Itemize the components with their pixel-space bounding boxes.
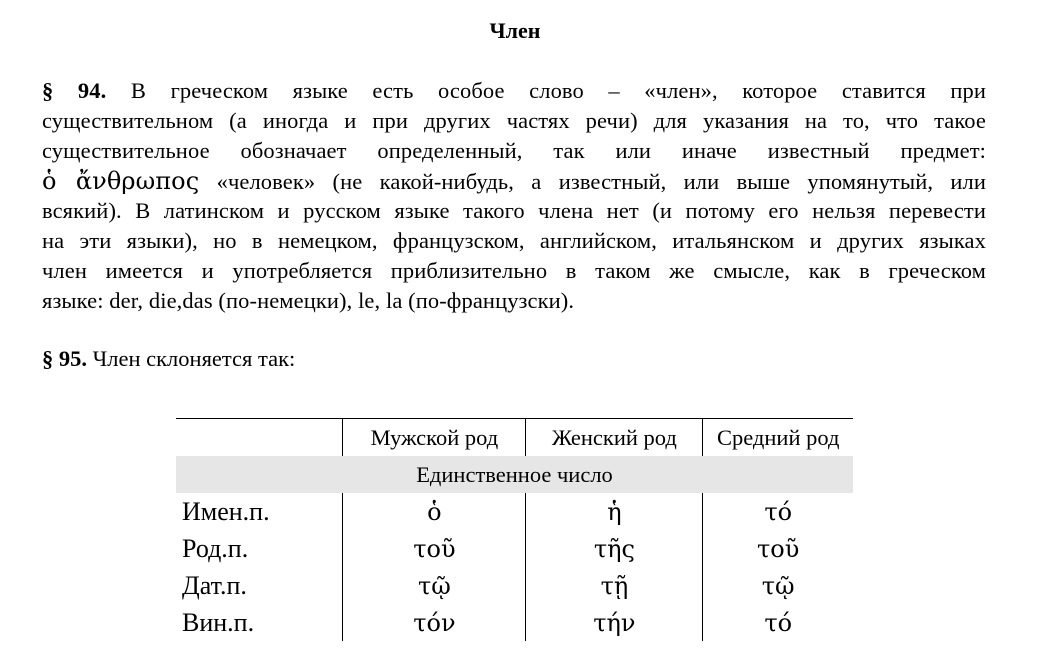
paragraph-line: § 94. В греческом языке есть особое слово – «член», которое ставится при [42,78,986,103]
paragraph-line: член имеется и употребляется приблизительно в таком же смысле, как в греческом [42,258,986,283]
case-label: Род.п. [182,533,249,563]
table-row [176,530,853,567]
masculine-form: τῷ [343,567,526,604]
case-label: Вин.п. [182,607,255,637]
declension-table [176,418,853,641]
case-label: Имен.п. [182,496,270,526]
paragraph-line: ὁ ἄνθρωπος «человек» (не какой-нибудь, а известный, или выше упомянутый, или [42,167,986,195]
paragraph-line: на эти языки), но в немецком, французском, английском, итальянском и других языках [42,228,986,253]
feminine-form: τῇ [526,567,703,604]
masculine-form: τοῦ [343,530,526,567]
neuter-form: τό [703,604,853,641]
neuter-form: τοῦ [703,530,853,567]
table-header-row [176,419,853,457]
section-94-paragraph [42,76,986,316]
header-neuter: Средний род [703,419,853,457]
singular-group-label: Единственное число [176,456,853,493]
paragraph-line: существительное обозначает определенный, так или иначе известный предмет: [42,138,986,163]
case-label: Дат.п. [182,570,247,600]
section-95-number: § 95. [42,346,87,371]
page-title: Член [489,18,541,43]
table-row [176,567,853,604]
header-feminine: Женский род [526,419,703,457]
feminine-form: τῆς [526,530,703,567]
header-masculine: Мужской род [343,419,526,457]
neuter-form: τῷ [703,567,853,604]
masculine-form: ὁ [343,493,526,530]
table-group-row [176,456,853,493]
feminine-form: τήν [526,604,703,641]
header-empty [176,419,343,457]
table-row [176,493,853,530]
greek-example: ὁ ἄνθρωπος [42,167,200,195]
table-row [176,604,853,641]
neuter-form: τό [703,493,853,530]
feminine-form: ἡ [526,493,703,530]
section-95-text: Член склоняется так: [87,346,296,371]
paragraph-line: языке: der, die,das (по-немецки), le, la (по-французски). [42,288,575,313]
masculine-form: τόν [343,604,526,641]
paragraph-line: существительном (а иногда и при других частях речи) для указания на то, что такое [42,108,986,133]
section-95-paragraph [42,344,295,374]
section-94-number: § 94. [42,78,107,103]
paragraph-line: всякий). В латинском и русском языке такого члена нет (и потому его нельзя перевести [42,198,986,223]
